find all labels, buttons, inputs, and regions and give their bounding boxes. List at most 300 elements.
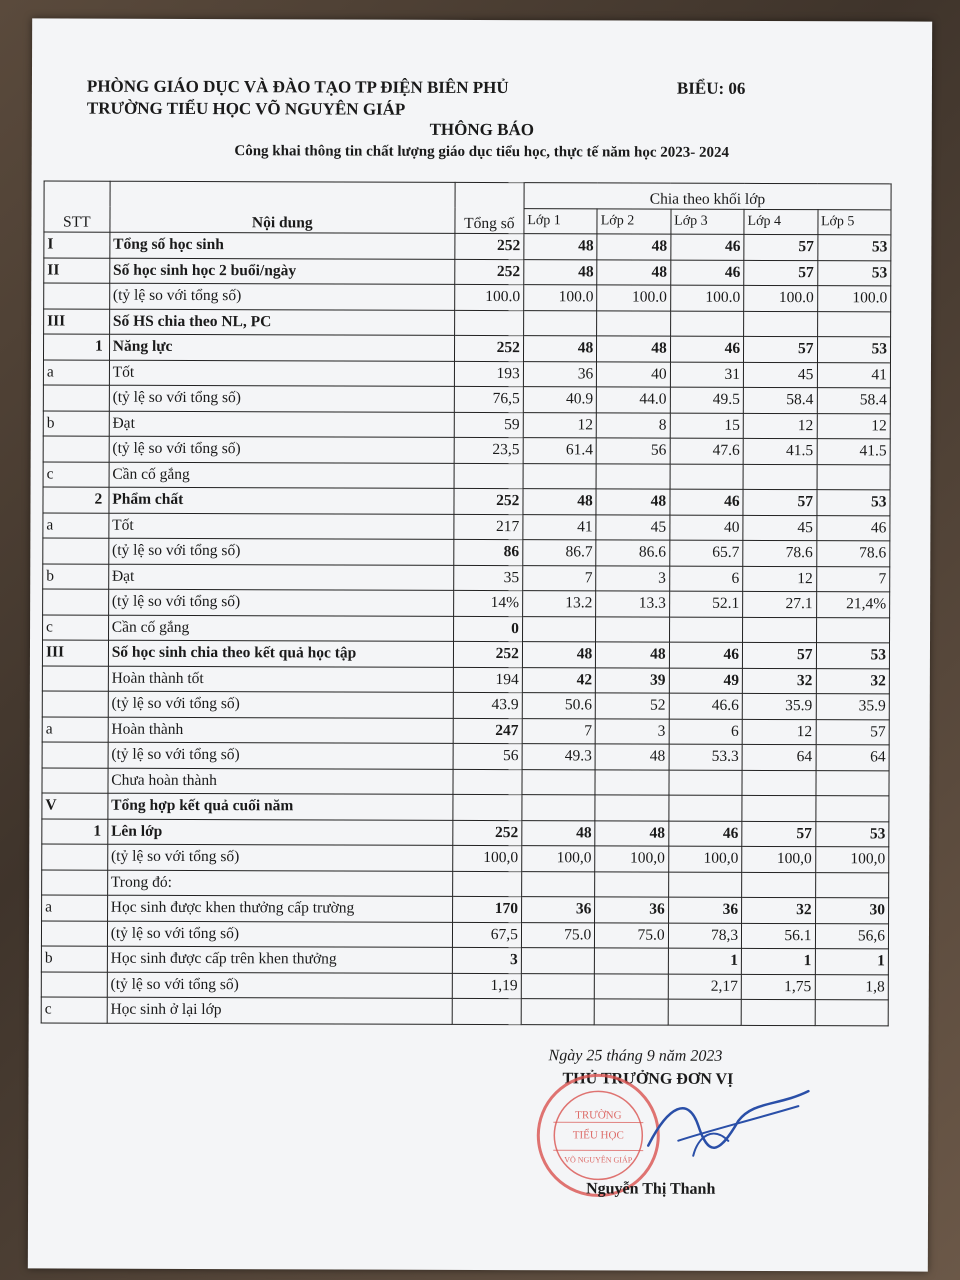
row-grade-value: 52.1 xyxy=(669,591,742,617)
row-label: (tỷ lệ so với tổng số) xyxy=(109,385,454,412)
svg-text:TIỂU HỌC: TIỂU HỌC xyxy=(572,1129,624,1142)
row-grade-value: 40 xyxy=(597,361,670,387)
row-label: Học sinh ở lại lớp xyxy=(107,997,452,1024)
row-stt: V xyxy=(42,793,108,819)
row-label: Tốt xyxy=(109,513,454,540)
row-grade-value xyxy=(595,973,668,999)
document-title: THÔNG BÁO xyxy=(429,119,535,140)
row-grade-value xyxy=(521,999,594,1025)
row-label: Số HS chia theo NL, PC xyxy=(109,309,454,336)
row-grade-value: 36 xyxy=(595,897,668,923)
row-grade-value: 45 xyxy=(596,514,669,540)
row-grade-value: 49 xyxy=(669,668,742,694)
row-total: 3 xyxy=(452,947,521,973)
row-grade-value: 36 xyxy=(668,897,741,923)
row-grade-value: 30 xyxy=(815,898,889,924)
row-stt: 2 xyxy=(43,487,109,513)
table-row xyxy=(43,487,890,515)
row-grade-value: 53 xyxy=(817,235,891,261)
row-grade-value xyxy=(597,310,670,336)
table-row xyxy=(43,410,890,438)
row-grade-value xyxy=(521,973,594,999)
row-label: (tỷ lệ so với tổng số) xyxy=(109,436,454,463)
row-grade-value: 46 xyxy=(671,234,744,260)
row-grade-value: 48 xyxy=(595,820,668,846)
row-total: 194 xyxy=(453,667,522,693)
row-total: 14% xyxy=(453,590,522,616)
row-grade-value: 61.4 xyxy=(523,438,596,464)
row-grade-value: 2,17 xyxy=(668,974,741,1000)
table-row xyxy=(43,334,890,362)
row-stt xyxy=(41,920,107,946)
row-stt: c xyxy=(43,461,109,487)
row-stt xyxy=(43,589,109,615)
row-total xyxy=(453,794,522,820)
row-total: 193 xyxy=(454,361,523,387)
row-grade-value: 58.4 xyxy=(817,388,891,414)
row-grade-value: 44.0 xyxy=(597,387,670,413)
row-grade-value: 1,8 xyxy=(815,974,889,1000)
row-label: Đạt xyxy=(108,564,453,591)
row-grade-value: 49.3 xyxy=(522,744,595,770)
results-table xyxy=(41,180,892,1025)
row-grade-value xyxy=(595,948,668,974)
row-grade-value: 12 xyxy=(742,719,815,745)
document-page xyxy=(28,18,932,1271)
row-grade-value: 58.4 xyxy=(743,387,816,413)
row-grade-value: 100,0 xyxy=(522,846,595,872)
row-grade-value xyxy=(669,770,742,796)
row-grade-value: 48 xyxy=(523,489,596,515)
row-label: Tổng hợp kết quả cuối năm xyxy=(108,793,453,820)
row-grade-value: 47.6 xyxy=(670,438,743,464)
row-grade-value: 27.1 xyxy=(743,591,816,617)
row-grade-value xyxy=(741,999,814,1025)
svg-text:VÕ NGUYÊN GIÁP: VÕ NGUYÊN GIÁP xyxy=(564,1155,633,1165)
row-grade-value xyxy=(596,616,669,642)
row-total: 100,0 xyxy=(453,845,522,871)
row-grade-value xyxy=(521,948,594,974)
row-grade-value: 32 xyxy=(742,897,815,923)
table-row xyxy=(42,767,889,795)
table-row xyxy=(43,359,890,387)
row-total: 35 xyxy=(454,565,523,591)
row-stt: III xyxy=(44,308,110,334)
table-row xyxy=(41,920,888,948)
row-grade-value: 78.6 xyxy=(816,541,890,567)
row-total: 0 xyxy=(453,616,522,642)
table-row xyxy=(43,436,890,464)
row-grade-value: 100,0 xyxy=(742,846,815,872)
row-grade-value: 1 xyxy=(668,948,741,974)
row-grade-value: 53 xyxy=(817,337,891,363)
handwritten-signature xyxy=(638,1086,818,1167)
row-total xyxy=(454,463,523,489)
row-grade-value: 35.9 xyxy=(816,694,890,720)
row-grade-value xyxy=(815,872,889,898)
row-total xyxy=(453,769,522,795)
row-label: (tỷ lệ so với tổng số) xyxy=(107,844,452,871)
row-stt: c xyxy=(43,614,109,640)
signature-date: Ngày 25 tháng 9 năm 2023 xyxy=(548,1047,723,1065)
table-row xyxy=(44,308,891,336)
row-grade-value: 56.1 xyxy=(742,923,815,949)
row-total: 76,5 xyxy=(454,386,523,412)
row-label: (tỷ lệ so với tổng số) xyxy=(108,589,453,616)
row-total: 252 xyxy=(455,233,524,259)
signature-role: THỦ TRƯỞNG ĐƠN VỊ xyxy=(562,1070,734,1088)
row-grade-value: 100,0 xyxy=(595,846,668,872)
row-total xyxy=(452,998,521,1024)
row-grade-value: 46 xyxy=(669,642,742,668)
row-grade-value: 7 xyxy=(816,566,890,592)
header-grade: Lớp 2 xyxy=(597,208,670,234)
table-row xyxy=(42,716,889,744)
row-grade-value: 52 xyxy=(596,693,669,719)
row-grade-value: 21,4% xyxy=(816,592,890,618)
row-total xyxy=(454,310,523,336)
row-total: 67,5 xyxy=(452,922,521,948)
row-label: Trong đó: xyxy=(107,870,452,897)
row-label: (tỷ lệ so với tổng số) xyxy=(108,691,453,718)
row-grade-value: 57 xyxy=(816,719,890,745)
row-grade-value: 100.0 xyxy=(524,285,597,311)
row-total: 86 xyxy=(454,539,523,565)
row-grade-value: 46 xyxy=(670,336,743,362)
row-grade-value: 48 xyxy=(597,234,670,260)
row-grade-value: 100.0 xyxy=(670,285,743,311)
row-grade-value: 7 xyxy=(523,565,596,591)
row-grade-value: 48 xyxy=(524,259,597,285)
row-stt xyxy=(42,844,108,870)
row-grade-value xyxy=(742,795,815,821)
row-grade-value xyxy=(742,872,815,898)
row-total: 100.0 xyxy=(455,284,524,310)
row-grade-value: 12 xyxy=(743,566,816,592)
row-total xyxy=(452,871,521,897)
row-grade-value: 48 xyxy=(523,336,596,362)
table-row xyxy=(43,614,890,642)
row-grade-value: 1,75 xyxy=(741,974,814,1000)
row-total: 252 xyxy=(454,335,523,361)
row-stt xyxy=(43,538,109,564)
row-stt xyxy=(41,971,107,997)
row-grade-value: 6 xyxy=(669,719,742,745)
table-row xyxy=(43,385,890,413)
row-label: Tổng số học sinh xyxy=(110,232,455,259)
row-grade-value xyxy=(669,795,742,821)
row-grade-value: 53.3 xyxy=(669,744,742,770)
row-label: Cần cố gắng xyxy=(109,462,454,489)
row-stt: b xyxy=(43,563,109,589)
row-total: 43.9 xyxy=(453,692,522,718)
row-label: (tỷ lệ so với tổng số) xyxy=(108,742,453,769)
header-content: Nội dung xyxy=(110,181,455,233)
row-grade-value xyxy=(594,999,667,1025)
row-stt: 1 xyxy=(43,334,109,360)
row-grade-value: 41 xyxy=(523,514,596,540)
row-grade-value: 1 xyxy=(815,949,889,975)
row-grade-value xyxy=(596,463,669,489)
row-grade-value xyxy=(522,616,595,642)
row-grade-value: 56 xyxy=(596,438,669,464)
row-total: 252 xyxy=(454,488,523,514)
row-label: Đạt xyxy=(109,411,454,438)
form-number: BIỂU: 06 xyxy=(676,78,746,98)
row-grade-value: 57 xyxy=(743,489,816,515)
row-label: Phẩm chất xyxy=(109,487,454,514)
row-grade-value: 86.7 xyxy=(523,540,596,566)
table-row xyxy=(43,563,890,591)
row-grade-value: 57 xyxy=(744,234,817,260)
row-grade-value: 41.5 xyxy=(817,439,891,465)
row-grade-value: 53 xyxy=(816,643,890,669)
row-grade-value: 12 xyxy=(523,412,596,438)
row-stt: a xyxy=(42,716,108,742)
row-stt xyxy=(42,691,108,717)
row-grade-value xyxy=(815,1000,889,1026)
row-total: 1,19 xyxy=(452,973,521,999)
header-grade: Lớp 5 xyxy=(817,209,891,235)
row-stt: III xyxy=(42,640,108,666)
row-label: Số học sinh học 2 buổi/ngày xyxy=(109,258,454,285)
table-row xyxy=(44,232,891,260)
row-stt: II xyxy=(44,257,110,283)
row-grade-value: 46.6 xyxy=(669,693,742,719)
row-grade-value: 40.9 xyxy=(523,387,596,413)
row-grade-value: 64 xyxy=(816,745,890,771)
row-label: Chưa hoàn thành xyxy=(108,768,453,795)
row-grade-value: 45 xyxy=(743,515,816,541)
row-grade-value xyxy=(743,464,816,490)
row-grade-value: 13.2 xyxy=(522,591,595,617)
row-grade-value: 64 xyxy=(742,744,815,770)
header-stt: STT xyxy=(44,181,110,232)
row-grade-value xyxy=(744,311,817,337)
row-stt: a xyxy=(43,512,109,538)
table-row xyxy=(43,461,890,489)
row-stt xyxy=(42,767,108,793)
header-grade-group: Chia theo khối lớp xyxy=(524,183,891,210)
table-row xyxy=(42,640,889,668)
row-grade-value: 8 xyxy=(597,412,670,438)
table-row xyxy=(43,538,890,566)
row-grade-value: 1 xyxy=(741,948,814,974)
row-grade-value: 53 xyxy=(816,490,890,516)
row-grade-value xyxy=(742,770,815,796)
row-stt: b xyxy=(41,946,107,972)
header-grade: Lớp 4 xyxy=(744,209,817,235)
row-grade-value: 42 xyxy=(522,667,595,693)
row-grade-value: 36 xyxy=(521,897,594,923)
row-grade-value xyxy=(595,871,668,897)
table-row xyxy=(41,971,888,999)
row-grade-value: 45 xyxy=(743,362,816,388)
row-total: 217 xyxy=(454,514,523,540)
row-grade-value: 48 xyxy=(522,820,595,846)
row-grade-value: 57 xyxy=(744,336,817,362)
row-total: 170 xyxy=(452,896,521,922)
row-grade-value: 48 xyxy=(524,234,597,260)
row-total: 252 xyxy=(453,641,522,667)
row-grade-value: 12 xyxy=(743,413,816,439)
row-stt: a xyxy=(43,359,109,385)
row-grade-value: 32 xyxy=(816,668,890,694)
row-grade-value xyxy=(669,617,742,643)
table-row xyxy=(42,844,889,872)
row-grade-value: 32 xyxy=(742,668,815,694)
row-grade-value: 50.6 xyxy=(522,693,595,719)
row-grade-value xyxy=(815,796,889,822)
table-row xyxy=(41,946,888,974)
row-stt xyxy=(43,385,109,411)
row-grade-value: 48 xyxy=(597,336,670,362)
row-label: Hoàn thành xyxy=(108,717,453,744)
row-label: Học sinh được cấp trên khen thưởng xyxy=(107,946,452,973)
row-grade-value: 46 xyxy=(670,489,743,515)
row-grade-value: 41.5 xyxy=(743,438,816,464)
row-stt xyxy=(44,283,110,309)
row-grade-value: 53 xyxy=(817,260,891,286)
row-grade-value xyxy=(595,769,668,795)
row-stt: I xyxy=(44,232,110,258)
row-grade-value: 7 xyxy=(522,718,595,744)
row-label: Học sinh được khen thưởng cấp trường xyxy=(107,895,452,922)
header-grade: Lớp 3 xyxy=(671,209,744,235)
row-grade-value xyxy=(523,463,596,489)
row-grade-value: 56,6 xyxy=(815,923,889,949)
row-grade-value xyxy=(670,311,743,337)
row-stt xyxy=(42,665,108,691)
row-grade-value: 100,0 xyxy=(668,846,741,872)
table-row xyxy=(42,665,889,693)
row-label: (tỷ lệ so với tổng số) xyxy=(107,921,452,948)
row-label: (tỷ lệ so với tổng số) xyxy=(109,538,454,565)
row-total: 252 xyxy=(455,259,524,285)
row-grade-value: 40 xyxy=(670,515,743,541)
row-stt: a xyxy=(42,895,108,921)
row-grade-value: 48 xyxy=(522,642,595,668)
row-grade-value: 75.0 xyxy=(521,922,594,948)
row-grade-value: 46 xyxy=(816,515,890,541)
row-label: Lên lớp xyxy=(108,819,453,846)
row-grade-value xyxy=(817,311,891,337)
table-row xyxy=(41,997,888,1025)
row-grade-value xyxy=(816,617,890,643)
svg-text:TRƯỜNG: TRƯỜNG xyxy=(575,1109,622,1122)
row-total: 23,5 xyxy=(454,437,523,463)
row-label: (tỷ lệ so với tổng số) xyxy=(109,283,454,310)
row-grade-value: 48 xyxy=(596,489,669,515)
row-grade-value: 46 xyxy=(668,821,741,847)
row-label: Hoàn thành tốt xyxy=(108,666,453,693)
row-grade-value xyxy=(522,769,595,795)
row-grade-value: 100,0 xyxy=(815,847,889,873)
table-header-row xyxy=(44,181,891,209)
row-grade-value: 86.6 xyxy=(596,540,669,566)
row-total: 247 xyxy=(453,718,522,744)
table-row xyxy=(42,691,889,719)
row-stt: c xyxy=(41,997,107,1023)
table-row xyxy=(44,257,891,285)
row-grade-value: 31 xyxy=(670,362,743,388)
row-grade-value: 46 xyxy=(670,260,743,286)
row-label: Cần cố gắng xyxy=(108,615,453,642)
row-stt: 1 xyxy=(42,818,108,844)
row-grade-value xyxy=(743,617,816,643)
table-row xyxy=(42,818,889,846)
row-label: Số học sinh chia theo kết quả học tập xyxy=(108,640,453,667)
department-name: PHÒNG GIÁO DỤC VÀ ĐÀO TẠO TP ĐIỆN BIÊN PHỦ xyxy=(86,76,509,98)
row-label: Năng lực xyxy=(109,334,454,361)
row-grade-value xyxy=(521,871,594,897)
row-grade-value: 49.5 xyxy=(670,387,743,413)
row-grade-value: 100.0 xyxy=(817,286,891,312)
row-grade-value: 41 xyxy=(817,362,891,388)
row-stt xyxy=(43,436,109,462)
row-total: 59 xyxy=(454,412,523,438)
row-grade-value xyxy=(817,464,891,490)
row-grade-value xyxy=(670,464,743,490)
row-grade-value: 57 xyxy=(744,260,817,286)
row-grade-value: 3 xyxy=(595,718,668,744)
table-row xyxy=(42,895,889,923)
table-row xyxy=(43,512,890,540)
row-grade-value: 6 xyxy=(669,566,742,592)
row-grade-value: 48 xyxy=(596,642,669,668)
row-label: Tốt xyxy=(109,360,454,387)
signer-name: Nguyễn Thị Thanh xyxy=(586,1180,716,1198)
row-grade-value: 57 xyxy=(743,642,816,668)
row-grade-value: 35.9 xyxy=(742,693,815,719)
row-grade-value: 3 xyxy=(596,565,669,591)
row-stt xyxy=(42,742,108,768)
row-grade-value: 75.0 xyxy=(595,922,668,948)
row-grade-value: 13.3 xyxy=(596,591,669,617)
table-row xyxy=(43,589,890,617)
row-grade-value: 57 xyxy=(742,821,815,847)
table-row xyxy=(44,283,891,311)
row-stt xyxy=(42,869,108,895)
row-grade-value: 12 xyxy=(817,413,891,439)
row-grade-value: 100.0 xyxy=(744,285,817,311)
row-total: 252 xyxy=(453,820,522,846)
row-grade-value: 39 xyxy=(596,667,669,693)
header-grade: Lớp 1 xyxy=(524,208,597,234)
row-total: 56 xyxy=(453,743,522,769)
row-grade-value: 78.6 xyxy=(743,540,816,566)
row-grade-value: 53 xyxy=(815,821,889,847)
document-subtitle: Công khai thông tin chất lượng giáo dục tiểu học, thực tế năm học 2023- 2024 xyxy=(234,143,730,161)
row-grade-value xyxy=(522,795,595,821)
row-grade-value xyxy=(668,872,741,898)
row-grade-value: 48 xyxy=(597,259,670,285)
table-row xyxy=(42,793,889,821)
table-row xyxy=(42,742,889,770)
row-grade-value: 100.0 xyxy=(597,285,670,311)
row-grade-value xyxy=(523,310,596,336)
row-grade-value: 36 xyxy=(523,361,596,387)
header-total: Tổng số xyxy=(455,182,524,233)
row-grade-value xyxy=(668,999,741,1025)
row-grade-value: 15 xyxy=(670,413,743,439)
table-row xyxy=(42,869,889,897)
row-label: (tỷ lệ so với tổng số) xyxy=(107,972,452,999)
row-grade-value: 78,3 xyxy=(668,923,741,949)
row-stt: b xyxy=(43,410,109,436)
row-grade-value: 48 xyxy=(595,744,668,770)
school-name: TRƯỜNG TIỂU HỌC VÕ NGUYÊN GIÁP xyxy=(86,98,406,119)
